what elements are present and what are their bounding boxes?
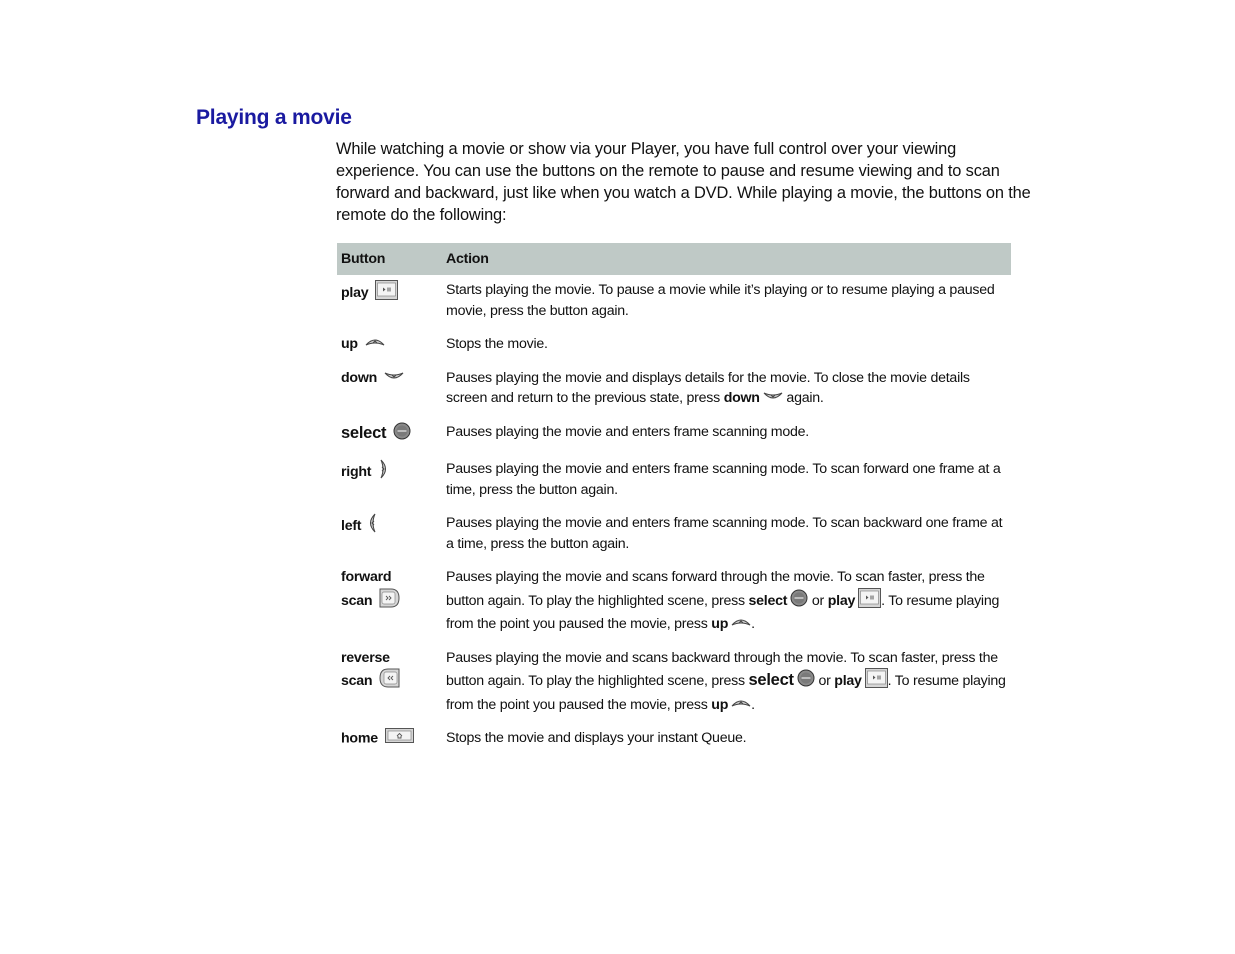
- action-text-end: again.: [782, 390, 824, 406]
- play-pause-icon: [858, 588, 881, 615]
- play-pause-icon: [375, 280, 398, 307]
- table-row-right: [337, 457, 1011, 511]
- header-action: Action: [442, 243, 1011, 275]
- button-name: reverse: [341, 649, 390, 666]
- table-row-home: [337, 726, 1011, 761]
- intro-paragraph: While watching a movie or show via your Player, you have full control over your viewing experience. You can use the buttons on the remote to pause and resume viewing and to scan forward and backward, just like when you watch a DVD. While playing a movie, the buttons on the remote do the following:: [336, 140, 1031, 224]
- action-text: Pauses playing the movie and scans backward through the movie. To scan faster, press the button again. To play the highlighted scene, press: [446, 649, 998, 689]
- action-text: Stops the movie.: [446, 336, 548, 352]
- play-pause-icon: [865, 668, 888, 695]
- action-text-end: .: [751, 616, 755, 632]
- action-bold-play: play: [834, 673, 862, 689]
- button-name-line2: scan: [341, 673, 373, 689]
- action-bold-select: select: [748, 671, 794, 689]
- action-bold-select: select: [748, 592, 788, 609]
- right-arrow-icon: [378, 459, 388, 486]
- header-button: Button: [337, 243, 442, 275]
- down-arrow-icon: [763, 388, 783, 409]
- reverse-scan-icon: [379, 668, 400, 695]
- action-text: Stops the movie and displays your instant Queue.: [446, 730, 747, 746]
- up-arrow-icon: [365, 334, 385, 355]
- button-name: play: [341, 285, 369, 301]
- button-name: left: [341, 518, 362, 534]
- button-name-line2: scan: [341, 592, 373, 609]
- action-bold-down: down: [723, 390, 760, 406]
- up-arrow-icon: [731, 695, 751, 716]
- forward-scan-icon: [379, 588, 400, 615]
- select-button-icon: [797, 669, 815, 694]
- table-row-select: [337, 420, 1011, 458]
- action-text-or: or: [808, 592, 828, 609]
- action-bold-play: play: [827, 592, 856, 609]
- select-button-icon: [790, 589, 808, 614]
- table-row-up: [337, 332, 1011, 366]
- action-text-end: .: [751, 696, 755, 713]
- table-row-down: [337, 366, 1011, 420]
- button-name: right: [341, 464, 372, 480]
- home-button-icon: [385, 728, 414, 750]
- left-arrow-icon: [368, 513, 378, 540]
- table-header-row: [337, 243, 1011, 275]
- action-text-resume: . To resume playing from the point you paused the movie, press: [446, 673, 1006, 713]
- action-text: Pauses playing the movie and enters frame scanning mode. To scan forward one frame at a time, press the button again.: [446, 461, 1001, 498]
- action-text-or: or: [814, 673, 835, 689]
- action-text: Pauses playing the movie and scans forward through the movie. To scan faster, press the button again. To play the highlighted scene, press: [446, 569, 985, 609]
- table-row-reverse-scan: [337, 646, 1011, 727]
- table-row-play: [337, 275, 1011, 332]
- down-arrow-icon: [384, 368, 404, 389]
- action-text: Pauses playing the movie and enters frame scanning mode.: [446, 423, 809, 440]
- button-action-table: [337, 243, 1011, 761]
- up-arrow-icon: [731, 614, 751, 635]
- action-text: Pauses playing the movie and displays details for the movie. To close the movie details screen and return to the previous state, press: [446, 369, 970, 406]
- action-text: Starts playing the movie. To pause a movie while it’s playing or to resume playing a paused movie, press the button again.: [446, 282, 995, 319]
- table-row-forward-scan: [337, 565, 1011, 646]
- table-row-left: [337, 511, 1011, 565]
- action-bold-up: up: [711, 696, 729, 713]
- button-name: home: [341, 730, 378, 747]
- action-bold-up: up: [711, 616, 729, 632]
- button-name: select: [341, 423, 387, 442]
- button-name: up: [341, 336, 358, 352]
- page-title: Playing a movie: [196, 106, 352, 129]
- action-text: Pauses playing the movie and enters frame scanning mode. To scan backward one frame at a time, press the button again.: [446, 515, 1003, 552]
- button-name: down: [341, 369, 378, 386]
- button-name: forward: [341, 569, 392, 585]
- select-button-icon: [393, 422, 411, 447]
- action-text-resume: . To resume playing from the point you paused the movie, press: [446, 592, 1000, 632]
